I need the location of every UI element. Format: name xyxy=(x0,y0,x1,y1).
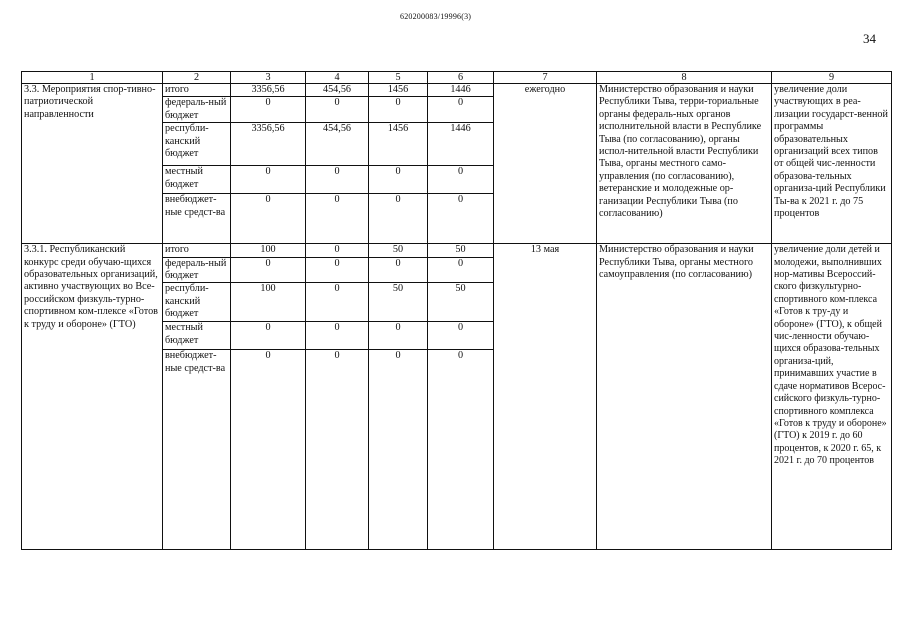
funding-source: федераль-ный бюджет xyxy=(163,97,231,123)
value-cell: 0 xyxy=(428,257,494,283)
executors-cell: Министерство образования и науки Республики Тыва, терри-ториальные органы федераль-ных органов исполнительной власти в Республике Тыва (по согласованию), органы испол-нительной власти Республики Тыва, органы местного само-управления (по согласованию), ветеранские и молодежные ор-ганизации Республики Тыва (по согласованию) xyxy=(597,84,772,244)
header-cell: 2 xyxy=(163,72,231,84)
program-table xyxy=(21,71,892,550)
value-cell: 0 xyxy=(306,194,369,244)
value-cell: 1446 xyxy=(428,123,494,166)
value-cell: 0 xyxy=(231,97,306,123)
header-cell: 8 xyxy=(597,72,772,84)
value-cell: 0 xyxy=(306,97,369,123)
header-row xyxy=(22,72,892,84)
funding-source: федераль-ный бюджет xyxy=(163,257,231,283)
value-cell: 0 xyxy=(369,97,428,123)
funding-source: республи-канский бюджет xyxy=(163,283,231,322)
funding-source: итого xyxy=(163,84,231,97)
value-cell: 0 xyxy=(428,322,494,350)
funding-source: внебюджет-ные средст-ва xyxy=(163,194,231,244)
value-cell: 0 xyxy=(231,166,306,194)
executors-cell: Министерство образования и науки Республики Тыва, органы местного самоуправления (по согласованию) xyxy=(597,244,772,550)
value-cell: 0 xyxy=(231,194,306,244)
value-cell: 0 xyxy=(306,166,369,194)
value-cell: 0 xyxy=(231,322,306,350)
value-cell: 0 xyxy=(306,350,369,550)
value-cell: 3356,56 xyxy=(231,123,306,166)
value-cell: 0 xyxy=(306,244,369,257)
funding-source: местный бюджет xyxy=(163,322,231,350)
table-row xyxy=(22,244,892,257)
result-cell: увеличение доли участвующих в реа-лизации государст-венной программы образовательных организаций всех типов от общей чис-ленности образова-тельных организа-ций Республики Ты-ва к 2021 г. до 75 процентов xyxy=(772,84,892,244)
value-cell: 50 xyxy=(428,244,494,257)
funding-source: внебюджет-ные средст-ва xyxy=(163,350,231,550)
value-cell: 100 xyxy=(231,244,306,257)
value-cell: 0 xyxy=(428,166,494,194)
term-cell: 13 мая xyxy=(494,244,597,550)
value-cell: 3356,56 xyxy=(231,84,306,97)
funding-source: итого xyxy=(163,244,231,257)
value-cell: 0 xyxy=(306,257,369,283)
measure-title: 3.3.1. Республиканский конкурс среди обучаю-щихся образовательных организаций, активно участвующих во Все-российском физкуль-турно-спортивном ком-плексе «Готов к труду и обороне» (ГТО) xyxy=(22,244,163,550)
term-cell: ежегодно xyxy=(494,84,597,244)
header-cell: 9 xyxy=(772,72,892,84)
value-cell: 0 xyxy=(428,97,494,123)
value-cell: 0 xyxy=(231,257,306,283)
value-cell: 0 xyxy=(369,166,428,194)
value-cell: 0 xyxy=(306,322,369,350)
header-cell: 4 xyxy=(306,72,369,84)
value-cell: 0 xyxy=(369,257,428,283)
value-cell: 0 xyxy=(428,350,494,550)
document-id: 620200083/19996(3) xyxy=(400,12,472,21)
value-cell: 0 xyxy=(369,350,428,550)
result-cell: увеличение доли детей и молодежи, выполнивших нор-мативы Всероссий-ского физкультурно-спортивного ком-плекса «Готов к тру-ду и обороне» (ГТО), к общей чис-ленности обучаю-щихся образова-тельных организа-ций, принимавших участие в сдаче нормативов Всерос-сийского физкуль-турно-спортивного комплекса «Готов к труду и обороне» (ГТО) к 2019 г. до 60 процентов, к 2020 г. 65, к 2021 г. до 70 процентов xyxy=(772,244,892,550)
header-cell: 5 xyxy=(369,72,428,84)
header-cell: 6 xyxy=(428,72,494,84)
funding-source: республи-канский бюджет xyxy=(163,123,231,166)
value-cell: 0 xyxy=(369,194,428,244)
header-cell: 3 xyxy=(231,72,306,84)
measure-title: 3.3. Мероприятия спор-тивно-патриотической направленности xyxy=(22,84,163,244)
value-cell: 1446 xyxy=(428,84,494,97)
header-cell: 7 xyxy=(494,72,597,84)
value-cell: 454,56 xyxy=(306,84,369,97)
value-cell: 50 xyxy=(369,244,428,257)
value-cell: 1456 xyxy=(369,84,428,97)
value-cell: 0 xyxy=(231,350,306,550)
value-cell: 0 xyxy=(306,283,369,322)
page-number: 34 xyxy=(863,31,876,46)
value-cell: 454,56 xyxy=(306,123,369,166)
value-cell: 0 xyxy=(369,322,428,350)
value-cell: 1456 xyxy=(369,123,428,166)
value-cell: 50 xyxy=(369,283,428,322)
header-cell: 1 xyxy=(22,72,163,84)
value-cell: 0 xyxy=(428,194,494,244)
table-row xyxy=(22,84,892,97)
funding-source: местный бюджет xyxy=(163,166,231,194)
value-cell: 50 xyxy=(428,283,494,322)
value-cell: 100 xyxy=(231,283,306,322)
